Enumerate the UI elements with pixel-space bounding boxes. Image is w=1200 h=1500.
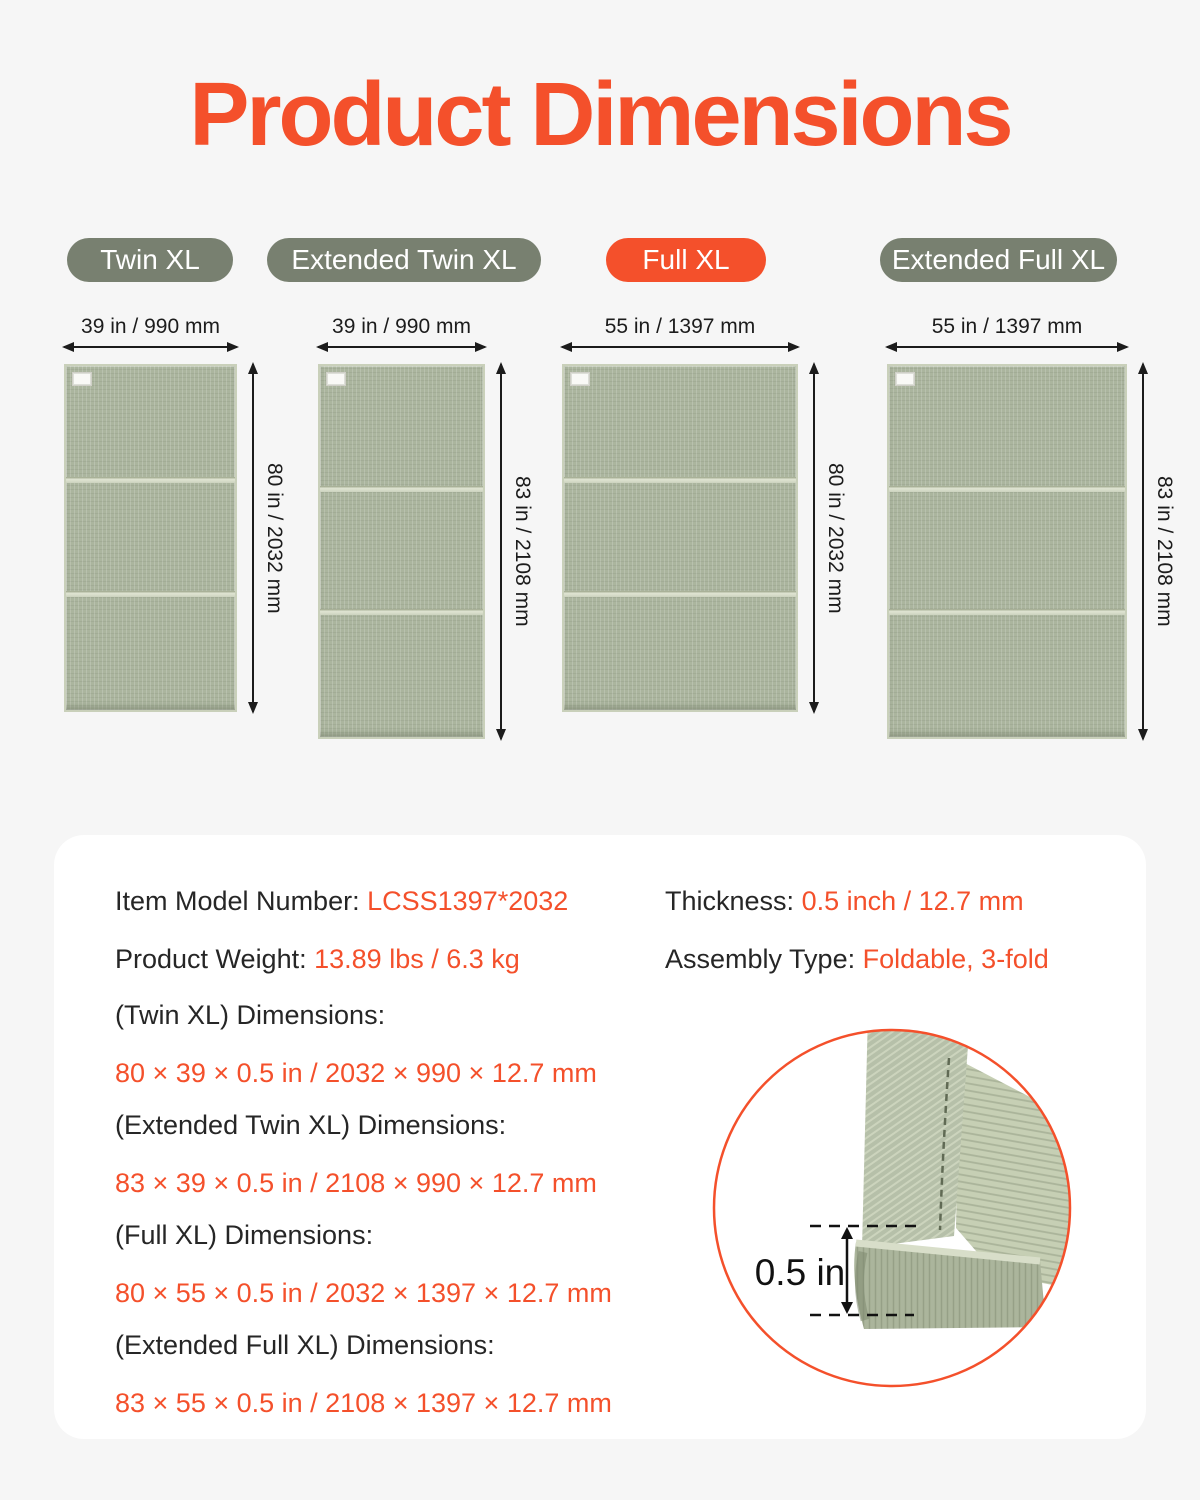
mat-image-twin-xl bbox=[64, 364, 237, 712]
thickness-detail-circle bbox=[706, 1022, 1078, 1394]
spec-assembly-type bbox=[665, 944, 1049, 975]
height-dimension-label-full-xl: 80 in / 2032 mm bbox=[824, 462, 847, 614]
dimensions-label: (Full XL) Dimensions: bbox=[115, 1220, 374, 1250]
dimensions-value: 83 × 39 × 0.5 in / 2108 × 990 × 12.7 mm bbox=[115, 1168, 597, 1198]
dimensions-value: 83 × 55 × 0.5 in / 2108 × 1397 × 12.7 mm bbox=[115, 1388, 612, 1418]
spec-value: 0.5 inch / 12.7 mm bbox=[801, 886, 1024, 916]
size-pill-extended-twin-xl: Extended Twin XL bbox=[267, 238, 541, 282]
thickness-value-label: 0.5 in bbox=[754, 1252, 846, 1293]
width-dimension-label-extended-full-xl: 55 in / 1397 mm bbox=[931, 315, 1083, 338]
dimensions-value: 80 × 55 × 0.5 in / 2032 × 1397 × 12.7 mm bbox=[115, 1278, 612, 1308]
spec-value: LCSS1397*2032 bbox=[367, 886, 569, 916]
dimensions-extended-full-xl bbox=[115, 1330, 612, 1419]
spec-label: Product Weight: bbox=[115, 944, 307, 974]
mat-image-extended-full-xl bbox=[887, 364, 1127, 739]
fold-divider bbox=[564, 477, 796, 483]
size-pill-extended-full-xl: Extended Full XL bbox=[880, 238, 1117, 282]
spec-label: Thickness: bbox=[665, 886, 795, 916]
fold-divider bbox=[66, 477, 235, 483]
size-pill-full-xl: Full XL bbox=[606, 238, 766, 282]
dimensions-label: (Extended Twin XL) Dimensions: bbox=[115, 1110, 507, 1140]
fold-divider bbox=[564, 591, 796, 597]
spec-item-model-number bbox=[115, 886, 568, 917]
dimensions-twin-xl bbox=[115, 1000, 597, 1089]
dimensions-label: (Extended Full XL) Dimensions: bbox=[115, 1330, 495, 1360]
height-arrow bbox=[813, 364, 815, 712]
height-arrow bbox=[500, 364, 502, 739]
height-dimension-label-twin-xl: 80 in / 2032 mm bbox=[263, 462, 286, 614]
fold-divider bbox=[320, 609, 483, 615]
height-dimension-label-extended-full-xl: 83 in / 2108 mm bbox=[1153, 476, 1176, 627]
fold-divider bbox=[889, 609, 1125, 615]
dimensions-label: (Twin XL) Dimensions: bbox=[115, 1000, 386, 1030]
height-arrow bbox=[252, 364, 254, 712]
dimensions-full-xl bbox=[115, 1220, 612, 1309]
mat-image-full-xl bbox=[562, 364, 798, 712]
page-title: Product Dimensions bbox=[189, 65, 1011, 165]
mat-corner-photo bbox=[854, 1022, 1078, 1329]
width-arrow bbox=[562, 346, 798, 348]
width-arrow bbox=[887, 346, 1127, 348]
mat-tag bbox=[895, 372, 915, 386]
fold-divider bbox=[320, 486, 483, 492]
spec-thickness bbox=[665, 886, 1024, 917]
width-dimension-label-full-xl: 55 in / 1397 mm bbox=[604, 315, 756, 338]
size-pill-twin-xl: Twin XL bbox=[67, 238, 233, 282]
mat-tag bbox=[570, 372, 590, 386]
width-arrow bbox=[318, 346, 485, 348]
width-dimension-label-extended-twin-xl: 39 in / 990 mm bbox=[332, 315, 471, 338]
mat-tag bbox=[72, 372, 92, 386]
height-dimension-label-extended-twin-xl: 83 in / 2108 mm bbox=[511, 476, 534, 627]
fold-divider bbox=[66, 591, 235, 597]
mat-image-extended-twin-xl bbox=[318, 364, 485, 739]
mat-tag bbox=[326, 372, 346, 386]
spec-value: 13.89 lbs / 6.3 kg bbox=[314, 944, 520, 974]
width-dimension-label-twin-xl: 39 in / 990 mm bbox=[81, 315, 220, 338]
spec-label: Assembly Type: bbox=[665, 944, 856, 974]
spec-product-weight bbox=[115, 944, 520, 975]
dimensions-value: 80 × 39 × 0.5 in / 2032 × 990 × 12.7 mm bbox=[115, 1058, 597, 1088]
height-arrow bbox=[1142, 364, 1144, 739]
spec-value: Foldable, 3-fold bbox=[862, 944, 1049, 974]
fold-divider bbox=[889, 486, 1125, 492]
spec-label: Item Model Number: bbox=[115, 886, 360, 916]
dimensions-extended-twin-xl bbox=[115, 1110, 597, 1199]
width-arrow bbox=[64, 346, 237, 348]
